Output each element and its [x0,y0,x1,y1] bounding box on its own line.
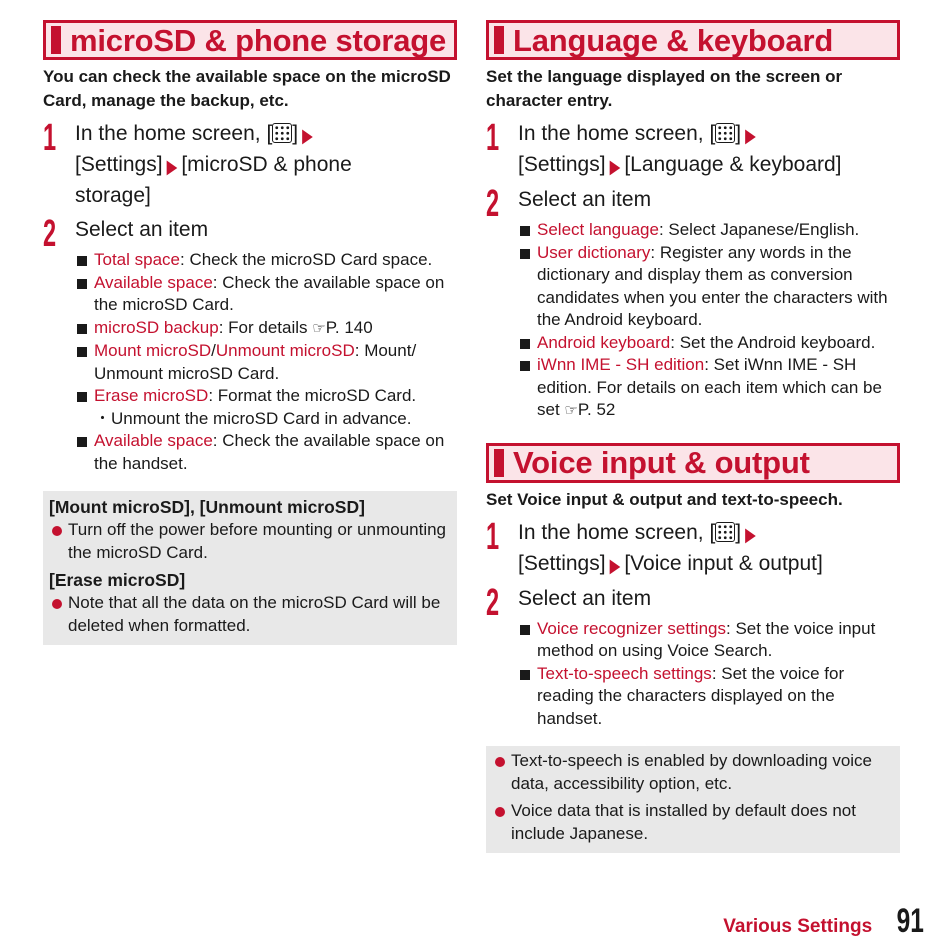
note-box [486,746,900,853]
triangle-right-icon: ▶ [745,522,756,545]
item-list [486,219,900,423]
item-term: iWnn IME - SH edition [537,355,705,374]
list-item [518,219,900,242]
left-column [43,20,457,645]
step-text: ] [735,122,742,145]
section-intro: Set the language displayed on the screen or character entry. [486,67,843,110]
square-bullet-icon [520,361,530,371]
item-term: User dictionary [537,242,651,262]
triangle-right-icon: ▶ [166,154,178,178]
item-term: microSD backup [94,317,219,337]
triangle-right-icon: ▶ [745,123,756,147]
note-item [49,519,451,564]
section-header-language [486,20,900,60]
list-item [75,340,457,385]
item-separator: / [211,341,216,360]
item-desc: : Format the microSD Card. [208,386,417,405]
item-desc: : Set the voice input method on using Voice Search. [537,618,876,660]
step-target-label-cont: storage] [75,184,151,207]
note-item [492,800,894,845]
step-1 [486,119,900,181]
list-item [75,272,457,317]
note-text: Voice data that is installed by default does not include Japanese. [511,801,856,843]
list-item [75,317,457,341]
page-footer [723,904,924,938]
bullet-dot-icon [495,807,505,817]
step-1 [486,515,900,580]
list-item [75,430,457,475]
reference-hand-icon: ☞ [312,319,326,337]
list-item [518,618,900,663]
header-accent-bar [494,449,504,477]
page-number: 91 [896,902,924,940]
step-text: Select an item [518,586,652,610]
header-accent-bar [494,26,504,54]
step-text: In the home screen, [ [75,122,273,145]
note-text: Text-to-speech is enabled by downloading voice data, accessibility option, etc. [511,751,873,793]
item-desc: : For details [218,317,313,337]
square-bullet-icon [77,347,87,357]
triangle-right-icon: ▶ [609,553,621,576]
item-desc: : Register any words in the dictionary and display them as conversion candidates when you enter the characters with the Android keyboard. [537,242,888,329]
step-text: Select an item [518,188,652,211]
bullet-dot-icon [52,526,62,536]
step-settings-label: [Settings] [518,551,606,575]
note-item [492,750,894,795]
item-term: Voice recognizer settings [537,618,726,638]
step-target-label: [Language & keyboard] [624,153,842,176]
step-target-label: [Voice input & output] [624,551,823,575]
item-desc: : Check the microSD Card space. [180,250,433,269]
list-item [75,249,457,272]
item-subnote: ・Unmount the microSD Card in advance. [94,408,412,428]
item-desc: : Mount/ Unmount microSD Card. [94,341,417,383]
item-term: Erase microSD [94,386,209,405]
square-bullet-icon [77,279,87,289]
step-text: Select an item [75,218,209,241]
list-item [518,663,900,731]
item-desc: : Check the available space on the handset. [94,431,445,473]
square-bullet-icon [77,392,87,402]
step-text: ] [292,122,299,145]
note-heading: [Mount microSD], [Unmount microSD] [49,497,365,517]
step-2 [486,183,900,225]
item-term: Text-to-speech settings [537,663,712,683]
footer-section-name: Various Settings [723,916,873,937]
square-bullet-icon [77,437,87,447]
menu-key-icon [715,522,735,542]
step-number: 1 [43,117,57,159]
section-intro: Set Voice input & output and text-to-speech. [486,489,843,509]
item-term: Unmount microSD [215,341,355,360]
menu-key-icon [272,123,292,143]
section-header-voice [486,443,900,483]
square-bullet-icon [520,339,530,349]
item-desc: : Set iWnn IME - SH edition. For details on each item which can be set [537,355,882,419]
note-heading: [Erase microSD] [49,570,186,590]
square-bullet-icon [520,226,530,236]
item-term: Available space [94,431,213,450]
section-title: Language & keyboard [513,22,834,58]
square-bullet-icon [520,625,530,635]
square-bullet-icon [520,670,530,680]
section-intro: You can check the available space on the microSD Card, manage the backup, etc. [43,67,451,110]
section-title: microSD & phone storage [70,22,447,58]
item-term: Total space [94,250,180,269]
step-text: In the home screen, [ [518,122,716,145]
step-number: 1 [486,117,500,159]
section-header-microsd [43,20,457,60]
header-accent-bar [51,26,61,54]
item-list [43,249,457,475]
step-number: 2 [43,213,57,255]
step-text: In the home screen, [ [518,520,716,544]
item-term: Android keyboard [537,332,671,352]
menu-key-icon [715,123,735,143]
bullet-dot-icon [52,599,62,609]
note-text: Note that all the data on the microSD Card will be deleted when formatted. [68,593,441,635]
square-bullet-icon [520,249,530,259]
item-desc: : Check the available space on the microSD Card. [94,272,445,314]
item-desc: : Set the Android keyboard. [670,332,876,352]
list-item [75,385,457,430]
item-term: Mount microSD [94,341,212,360]
step-target-label: [microSD & phone [181,153,352,176]
item-desc: : Set the voice for reading the characters displayed on the handset. [537,663,845,728]
step-settings-label: [Settings] [75,153,163,176]
step-text: ] [735,520,742,544]
square-bullet-icon [77,256,87,266]
item-term: Available space [94,272,213,292]
right-column [486,20,900,853]
page-reference: P. 52 [577,400,616,419]
step-number: 2 [486,183,500,225]
item-list [486,618,900,731]
step-2 [43,213,457,255]
square-bullet-icon [77,324,87,334]
step-number: 1 [486,515,500,558]
note-item [49,592,451,637]
step-settings-label: [Settings] [518,153,606,176]
note-text: Turn off the power before mounting or unmounting the microSD Card. [68,520,447,562]
section-title: Voice input & output [513,445,810,480]
step-1 [43,119,457,211]
item-desc: : Select Japanese/English. [658,220,860,239]
list-item [518,242,900,332]
triangle-right-icon: ▶ [609,154,621,178]
list-item [518,354,900,423]
step-2 [486,581,900,624]
reference-hand-icon: ☞ [564,402,578,419]
page-reference: P. 140 [325,317,373,337]
step-number: 2 [486,581,500,624]
bullet-dot-icon [495,757,505,767]
note-box [43,491,457,645]
item-term: Select language [537,220,659,239]
list-item [518,332,900,355]
triangle-right-icon: ▶ [302,123,313,147]
